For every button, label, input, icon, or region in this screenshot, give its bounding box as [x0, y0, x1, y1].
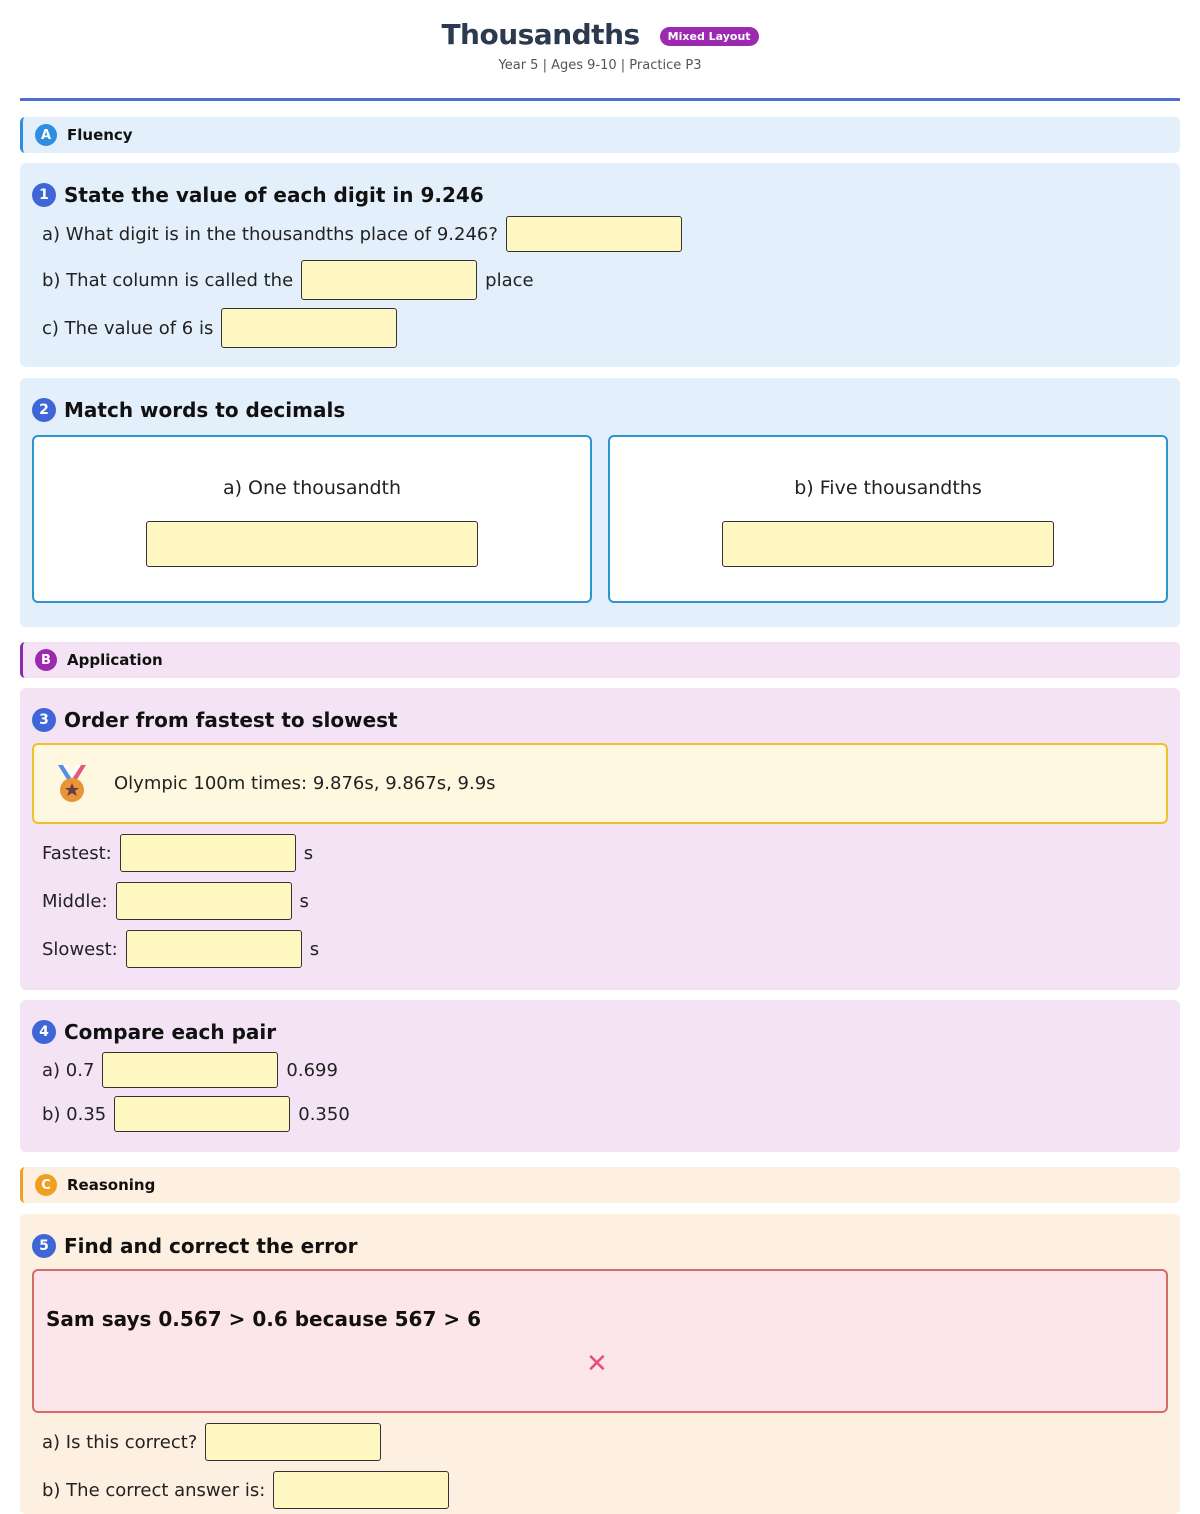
- question-prompt: a) What digit is in the thousandths place of 9.246?: [42, 223, 498, 245]
- slowest-input[interactable]: [126, 930, 302, 968]
- fastest-input[interactable]: [120, 834, 296, 872]
- compare-left: a) 0.7: [42, 1059, 95, 1081]
- question-title: Find and correct the error: [64, 1234, 358, 1258]
- question-5-card: [20, 1214, 1180, 1514]
- question-2-card: [20, 378, 1180, 627]
- section-label: Fluency: [67, 126, 133, 144]
- question-title: State the value of each digit in 9.246: [64, 183, 484, 207]
- section-label: Application: [67, 651, 163, 669]
- row-label: Middle:: [42, 890, 108, 912]
- worksheet-header: [0, 0, 1200, 100]
- section-letter-icon: B: [35, 649, 57, 671]
- question-title: Compare each pair: [64, 1020, 277, 1044]
- question-1-card: [20, 163, 1180, 367]
- cross-icon: ✕: [586, 1349, 608, 1379]
- question-title: Match words to decimals: [64, 398, 346, 422]
- answer-input[interactable]: [221, 308, 397, 348]
- medal-icon: [54, 763, 90, 805]
- section-fluency: [20, 117, 1180, 153]
- question-number-icon: 2: [32, 398, 56, 422]
- match-label: a) One thousandth: [222, 477, 402, 499]
- question-number-icon: 3: [32, 708, 56, 732]
- section-reasoning: [20, 1167, 1180, 1203]
- answer-input[interactable]: [506, 216, 682, 252]
- row-label: Slowest:: [42, 938, 118, 960]
- section-letter-icon: A: [35, 124, 57, 146]
- match-label: b) Five thousandths: [794, 477, 982, 499]
- question-3-card: [20, 688, 1180, 990]
- answer-input[interactable]: [722, 521, 1054, 567]
- section-application: [20, 642, 1180, 678]
- info-text: Olympic 100m times: 9.876s, 9.867s, 9.9s: [114, 773, 496, 794]
- compare-left: b) 0.35: [42, 1103, 107, 1125]
- section-label: Reasoning: [67, 1176, 156, 1194]
- answer-input[interactable]: [301, 260, 477, 300]
- layout-badge: Mixed Layout: [660, 27, 759, 46]
- section-letter-icon: C: [35, 1174, 57, 1196]
- compare-input[interactable]: [114, 1096, 290, 1132]
- header-divider: [20, 98, 1180, 101]
- info-box: [32, 743, 1168, 824]
- answer-input[interactable]: [146, 521, 478, 567]
- unit-label: s: [303, 842, 314, 864]
- middle-input[interactable]: [116, 882, 292, 920]
- question-prompt: b) The correct answer is:: [42, 1479, 266, 1501]
- question-4-card: [20, 1000, 1180, 1152]
- unit-label: s: [309, 938, 320, 960]
- question-number-icon: 5: [32, 1234, 56, 1258]
- question-prompt: c) The value of 6 is: [42, 317, 214, 339]
- match-box-a: [32, 435, 592, 603]
- compare-right: 0.699: [286, 1059, 338, 1081]
- compare-input[interactable]: [102, 1052, 278, 1088]
- compare-right: 0.350: [298, 1103, 350, 1125]
- match-box-b: [608, 435, 1168, 603]
- question-prompt: a) Is this correct?: [42, 1431, 198, 1453]
- error-box: [32, 1269, 1168, 1413]
- page-subtitle: Year 5 | Ages 9-10 | Practice P3: [498, 58, 702, 73]
- unit-label: s: [299, 890, 309, 912]
- row-label: Fastest:: [42, 842, 112, 864]
- question-title: Order from fastest to slowest: [64, 708, 398, 732]
- question-number-icon: 1: [32, 183, 56, 207]
- claim-text: Sam says 0.567 > 0.6 because 567 > 6: [46, 1307, 481, 1331]
- answer-input[interactable]: [205, 1423, 381, 1461]
- question-prompt: b) That column is called the: [42, 269, 294, 291]
- page-title: Thousandths: [441, 18, 640, 51]
- answer-input[interactable]: [273, 1471, 449, 1509]
- prompt-suffix: place: [485, 269, 534, 291]
- question-number-icon: 4: [32, 1020, 56, 1044]
